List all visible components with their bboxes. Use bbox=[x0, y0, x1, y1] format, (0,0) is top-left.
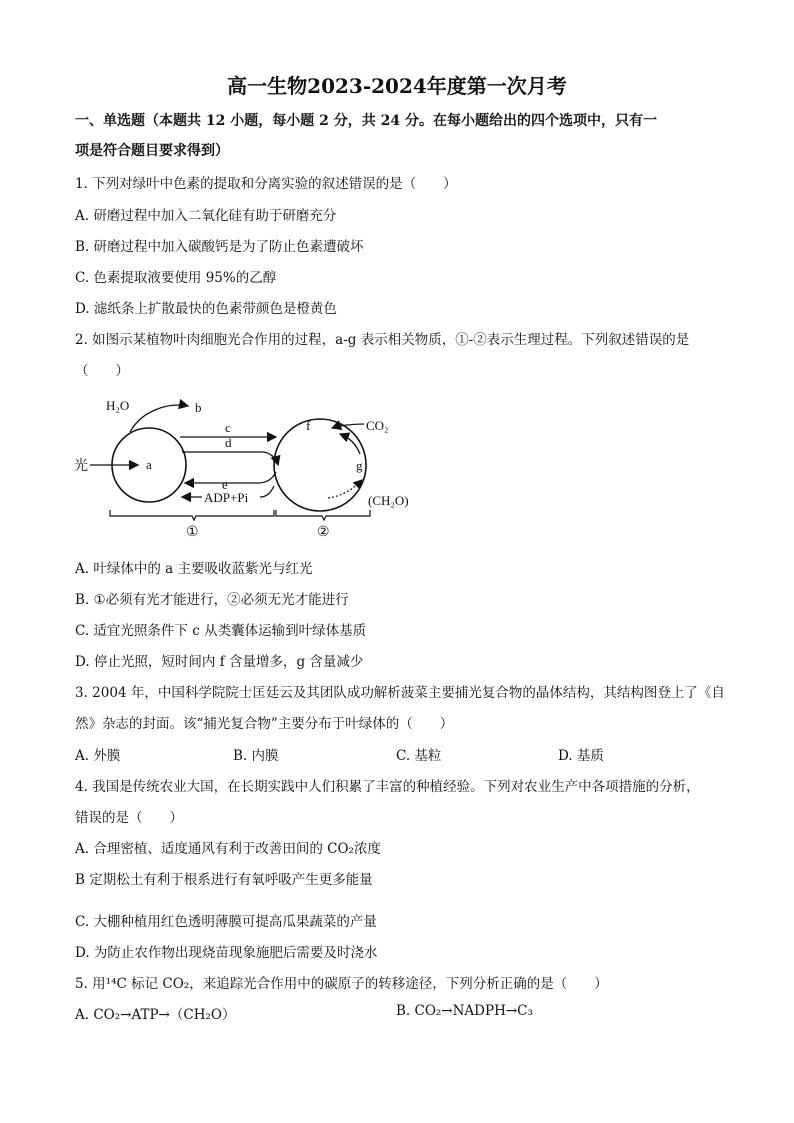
q3-option-d: D. 基质 bbox=[558, 748, 604, 764]
q4-option-d: D. 为防止农作物出现烧苗现象施肥后需要及时浇水 bbox=[75, 945, 378, 961]
label-co2: CO₂ bbox=[366, 418, 389, 433]
section-heading-line2: 项是符合题目要求得到） bbox=[75, 143, 229, 159]
q2-option-b: B. ①必须有光才能进行，②必须无光才能进行 bbox=[75, 592, 349, 608]
light-label: 光 bbox=[74, 459, 88, 474]
stroma-cycle-circle bbox=[274, 419, 366, 511]
q4-stem-line2: 错误的是（ ） bbox=[75, 810, 183, 826]
label-h2o: H₂O bbox=[106, 398, 130, 413]
q2-stem-line2: （ ） bbox=[75, 363, 129, 379]
q4-option-a: A. 合理密植、适度通风有利于改善田间的 CO₂浓度 bbox=[75, 841, 381, 857]
q3-option-c: C. 基粒 bbox=[396, 748, 442, 764]
page-title: 高一生物2023-2024年度第一次月考 bbox=[227, 74, 567, 98]
section-heading-line1: 一、单选题（本题共 12 小题，每小题 2 分，共 24 分。在每小题给出的四个选项中，只有一 bbox=[75, 113, 657, 129]
label-process-2: ② bbox=[317, 525, 330, 540]
q3-option-a: A. 外膜 bbox=[75, 748, 121, 764]
q5-option-b: B. CO₂→NADPH→C₃ bbox=[396, 1003, 533, 1019]
label-adp: ADP+Pi bbox=[204, 490, 249, 505]
q3-stem-line2: 然》杂志的封面。该“捕光复合物”主要分布于叶绿体的（ ） bbox=[75, 716, 454, 732]
h2o-to-b-arrow bbox=[130, 405, 188, 432]
label-ch2o: (CH₂O) bbox=[368, 493, 409, 508]
label-d: d bbox=[225, 435, 232, 450]
q4-stem-line1: 4. 我国是传统农业大国，在长期实践中人们积累了丰富的种植经验。下列对农业生产中各项措施的分析， bbox=[75, 779, 700, 795]
q5-option-a: A. CO₂→ATP→（CH₂O） bbox=[75, 1007, 236, 1023]
label-f: f bbox=[306, 418, 311, 433]
ch2o-dotted-arrow bbox=[328, 480, 362, 498]
label-c: c bbox=[225, 420, 231, 435]
co2-arrow bbox=[332, 424, 364, 428]
q5-stem: 5. 用¹⁴C 标记 CO₂，来追踪光合作用中的碳原子的转移途径，下列分析正确的是（ ） bbox=[75, 976, 608, 992]
photosynthesis-diagram bbox=[70, 390, 430, 545]
brace-process-1 bbox=[110, 510, 274, 520]
label-g: g bbox=[356, 458, 363, 473]
label-b: b bbox=[195, 400, 202, 415]
label-process-1: ① bbox=[186, 525, 199, 540]
q2-option-d: D. 停止光照，短时间内 f 含量增多，g 含量减少 bbox=[75, 654, 364, 670]
d-arrow bbox=[182, 452, 278, 465]
label-a: a bbox=[146, 457, 152, 472]
e-arrow bbox=[185, 472, 276, 483]
q4-option-c: C. 大棚种植用红色透明薄膜可提高瓜果蔬菜的产量 bbox=[75, 914, 377, 930]
q1-option-c: C. 色素提取液要使用 95%的乙醇 bbox=[75, 270, 277, 286]
adp-curve bbox=[260, 486, 274, 497]
q2-option-c: C. 适宜光照条件下 c 从类囊体运输到叶绿体基质 bbox=[75, 623, 367, 639]
q3-option-b: B. 内膜 bbox=[233, 748, 279, 764]
q2-option-a: A. 叶绿体中的 a 主要吸收蓝紫光与红光 bbox=[75, 561, 313, 577]
q2-stem-line1: 2. 如图示某植物叶肉细胞光合作用的过程，a-g 表示相关物质，①-②表示生理过程。下列叙述错误的是 bbox=[75, 332, 690, 348]
q1-stem: 1. 下列对绿叶中色素的提取和分离实验的叙述错误的是（ ） bbox=[75, 176, 457, 192]
q1-option-a: A. 研磨过程中加入二氧化硅有助于研磨充分 bbox=[75, 208, 337, 224]
q1-option-d: D. 滤纸条上扩散最快的色素带颜色是橙黄色 bbox=[75, 301, 337, 317]
label-e: e bbox=[222, 477, 228, 492]
q4-option-b: B 定期松土有利于根系进行有氧呼吸产生更多能量 bbox=[75, 872, 373, 888]
q3-stem-line1: 3. 2004 年，中国科学院院士匡廷云及其团队成功解析菠菜主要捕光复合物的晶体结构，其结构图登上了《自 bbox=[75, 685, 725, 701]
q1-option-b: B. 研磨过程中加入碳酸钙是为了防止色素遭破坏 bbox=[75, 239, 364, 255]
